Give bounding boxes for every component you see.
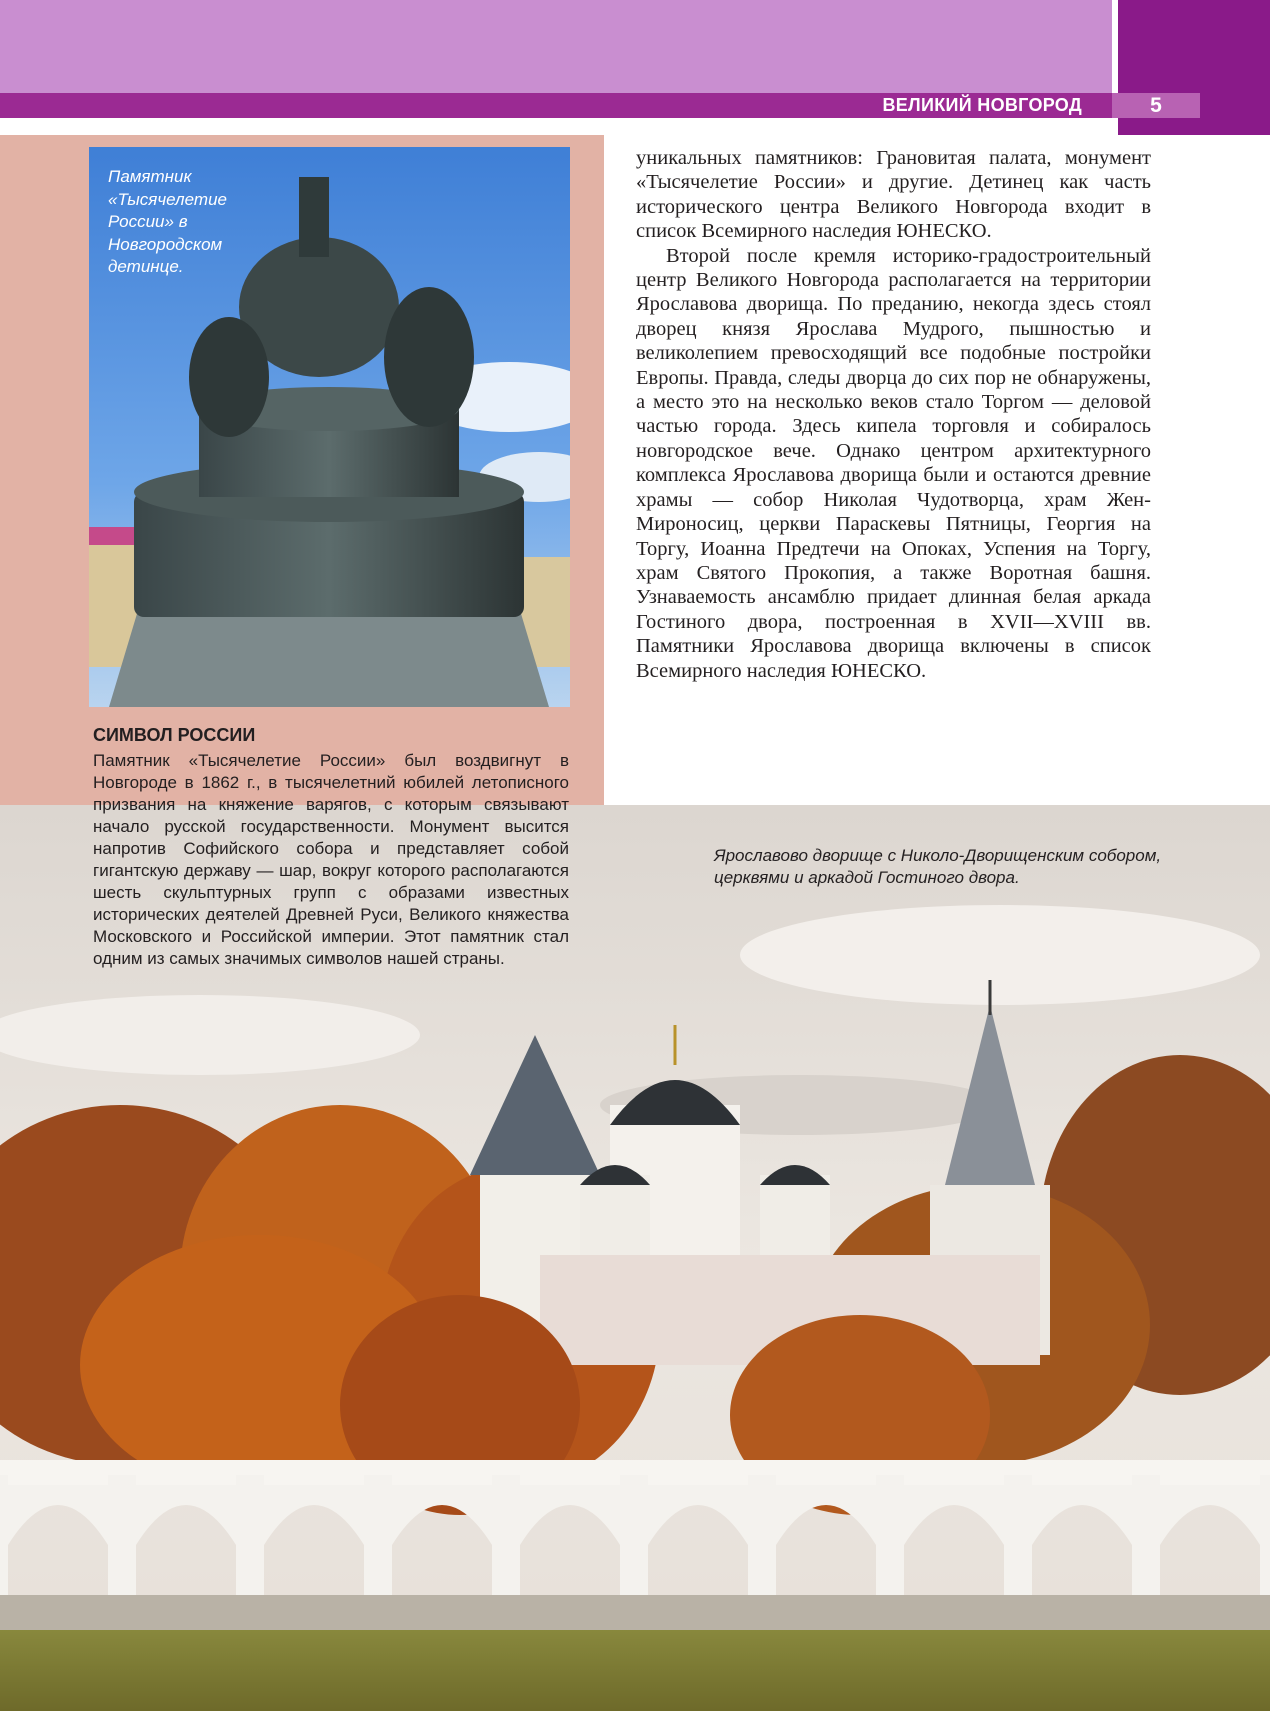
main-text [636, 146, 1151, 683]
arcade-pillar [876, 1475, 904, 1615]
monument-photo-caption: Памятник «Тысячелетие России» в Новгородском детинце. [108, 167, 227, 276]
header-band [0, 0, 1112, 93]
arcade-pillar [1132, 1475, 1160, 1615]
main-paragraph-2: Второй после кремля историко-градостроительный центр Великого Новгорода располагается на территории Ярославова дворища. По преданию, некогда здесь стоял дворец князя Ярослава Мудрого, пышностью и великолепием превосходящий все подобные постройки Европы. Правда, следы дворца до сих пор не обнаружены, а место это на несколько веков стало Торгом — деловой частью города. Здесь кипела торговля и собиралось новгородское вече. Однако центром архитектурного комплекса Ярославова дворища были и остаются древние храмы — собор Николая Чудотворца, храм Жен-Мироносиц, церкви Параскевы Пятницы, Георгия на Торгу, Иоанна Предтечи на Опоках, Успения на Торгу, храм Святого Прокопия, а также Воротная башня. Узнаваемость ансамблю придает длинная белая аркада Гостиного двора, построенная в XVII—XVIII вв. Памятники Ярославова дворища включены в список Всемирного наследия ЮНЕСКО. [636, 244, 1151, 682]
arcade-pillar [492, 1475, 520, 1615]
arcade-pillar [620, 1475, 648, 1615]
sidebar-title: СИМВОЛ РОССИИ [93, 725, 256, 745]
page-number-box [1112, 93, 1200, 118]
main-paragraph-1: уникальных памятников: Грановитая палата, монумент «Тысячелетие России» и другие. Детинец как часть исторического центра Великого Новгорода входит в список Всемирного наследия ЮНЕСКО. [636, 147, 1151, 243]
arcade-pillar [364, 1475, 392, 1615]
arcade-pillar [0, 1475, 8, 1615]
arcade-pillar [1004, 1475, 1032, 1615]
arcade-pillar [108, 1475, 136, 1615]
page-number: 5 [1150, 94, 1162, 117]
arcade-pillar [236, 1475, 264, 1615]
sidebar-body: Памятник «Тысячелетие России» был воздвигнут в Новгороде в 1862 г., в тысячелетний юбилей летописного призвания на княжение варягов, с которым связывают начало русской государственности. Монумент высится напротив Софийского собора и представляет собой гигантскую державу — шар, вокруг которого располагаются шесть скульптурных групп с образами известных исторических деятелей Древней Руси, Великого княжества Московского и Российской империи. Этот памятник стал одним из самых значимых символов нашей страны. [93, 751, 569, 968]
arcade-pillar [1260, 1475, 1270, 1615]
yaroslav-court-photo-caption: Ярославово дворище с Николо-Дворищенским собором, церквями и аркадой Гостиного двора. [714, 846, 1162, 887]
running-title: ВЕЛИКИЙ НОВГОРОД [882, 95, 1082, 115]
arcade-pillar [748, 1475, 776, 1615]
